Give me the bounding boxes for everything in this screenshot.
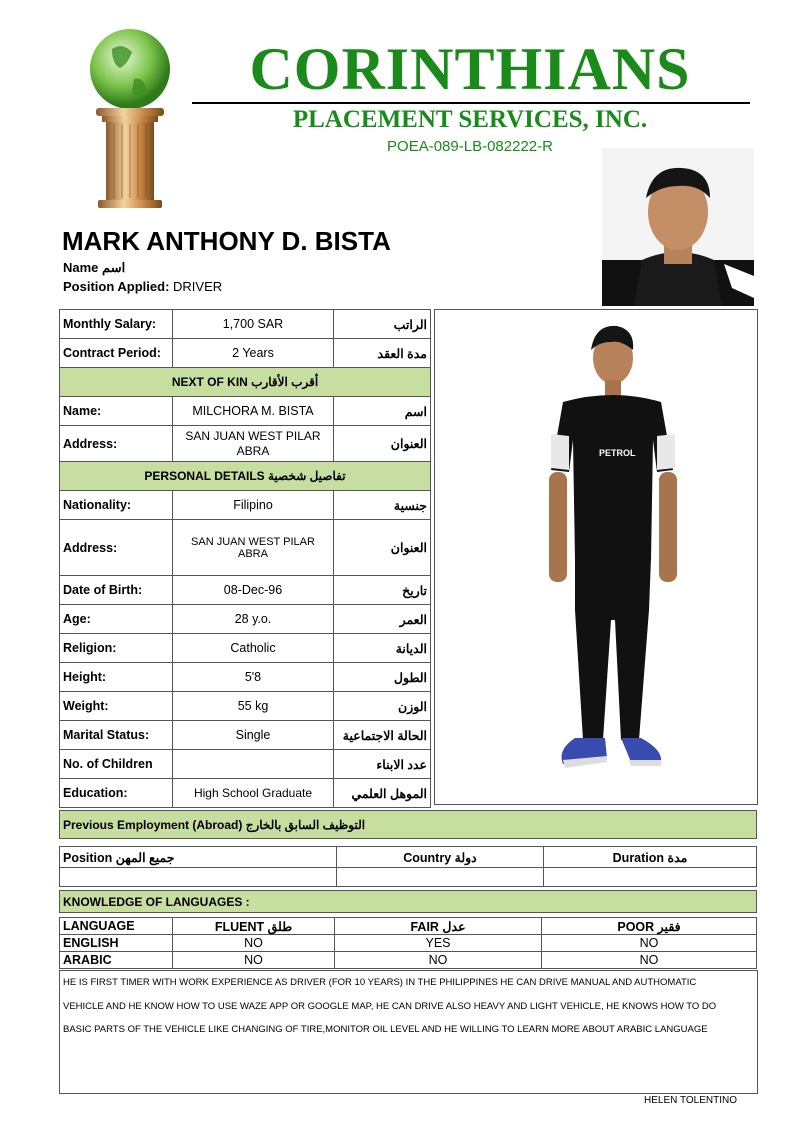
contract-label: Contract Period: [60, 339, 173, 368]
col-poor: POOR فقير [542, 918, 757, 935]
table-row [60, 692, 431, 721]
table-row [60, 491, 431, 520]
col-language: LANGUAGE [60, 918, 173, 935]
table-row [60, 605, 431, 634]
company-name: CORINTHIANS [249, 36, 691, 102]
name-label-row [63, 260, 125, 276]
table-row [60, 868, 757, 887]
applicant-name: MARK ANTHONY D. BISTA [62, 226, 391, 256]
next-of-kin-header: NEXT OF KIN أقرب الأقارب [60, 368, 431, 397]
name-label-arabic: اسم [102, 260, 126, 275]
language-fair: NO [335, 952, 542, 969]
table-row [60, 310, 431, 339]
age-arabic: العمر [334, 605, 431, 634]
details-table [59, 309, 431, 808]
religion-label: Religion: [60, 634, 173, 663]
personal-details-header: PERSONAL DETAILS تفاصيل شخصية [60, 462, 431, 491]
table-row [60, 520, 431, 576]
col-fair: FAIR عدل [335, 918, 542, 935]
dob-label: Date of Birth: [60, 576, 173, 605]
language-fluent: NO [173, 952, 335, 969]
table-row [60, 847, 757, 868]
nationality-value: Filipino [172, 491, 333, 520]
age-label: Age: [60, 605, 173, 634]
remarks-line: HE IS FIRST TIMER WITH WORK EXPERIENCE AS DRIVER (FOR 10 YEARS) IN THE PHILIPPINES HE CAN DRIVE MANUAL AND AUTHOMATIC [63, 977, 697, 988]
education-label: Education: [60, 779, 173, 808]
language-fair: YES [335, 935, 542, 952]
height-value: 5'8 [172, 663, 333, 692]
language-fluent: NO [173, 935, 335, 952]
table-row [60, 952, 757, 969]
language-poor: NO [542, 952, 757, 969]
weight-label: Weight: [60, 692, 173, 721]
kin-name-label: Name: [60, 397, 173, 426]
address-label: Address: [60, 520, 173, 576]
marital-label: Marital Status: [60, 721, 173, 750]
salary-label: Monthly Salary: [60, 310, 173, 339]
col-position: Position جميع المهن [60, 847, 337, 868]
language-name: ENGLISH [60, 935, 173, 952]
address-arabic: العنوان [334, 520, 431, 576]
table-row [60, 935, 757, 952]
headshot-photo [602, 148, 754, 306]
empty-cell [337, 868, 544, 887]
height-arabic: الطول [334, 663, 431, 692]
dob-arabic: تاريخ [334, 576, 431, 605]
previous-employment-header: Previous Employment (Abroad) التوظيف السابق بالخارج [59, 810, 757, 839]
remarks-line: BASIC PARTS OF THE VEHICLE LIKE CHANGING OF TIRE,MONITOR OIL LEVEL AND HE WILLING TO LEARN MORE ABOUT ARABIC LANGUAGE [63, 1024, 708, 1035]
weight-value: 55 kg [172, 692, 333, 721]
company-logo [82, 24, 178, 214]
religion-value: Catholic [172, 634, 333, 663]
table-row [60, 918, 757, 935]
position-label: Position Applied: [63, 279, 170, 294]
salary-value: 1,700 SAR [172, 310, 333, 339]
license-number: POEA-089-LB-082222-R [387, 138, 553, 155]
education-arabic: الموهل العلمي [334, 779, 431, 808]
languages-table [59, 917, 757, 969]
address-value: SAN JUAN WEST PILAR ABRA [172, 520, 333, 576]
salary-label-arabic: الراتب [334, 310, 431, 339]
full-body-photo [434, 309, 758, 805]
signature-name: HELEN TOLENTINO [644, 1095, 737, 1106]
col-duration: Duration مدة [544, 847, 757, 868]
marital-value: Single [172, 721, 333, 750]
position-row [63, 279, 222, 294]
col-country: Country دولة [337, 847, 544, 868]
remarks-box [59, 970, 758, 1094]
education-value: High School Graduate [172, 779, 333, 808]
col-fluent: FLUENT طلق [173, 918, 335, 935]
shirt-logo: PETROL [599, 448, 636, 458]
kin-name-value: MILCHORA M. BISTA [172, 397, 333, 426]
table-row [60, 339, 431, 368]
kin-address-arabic: العنوان [334, 426, 431, 462]
table-row [60, 576, 431, 605]
table-row [60, 779, 431, 808]
empty-cell [544, 868, 757, 887]
table-row [60, 721, 431, 750]
children-value [172, 750, 333, 779]
table-row [60, 426, 431, 462]
marital-arabic: الحالة الاجتماعية [334, 721, 431, 750]
children-arabic: عدد الابناء [334, 750, 431, 779]
table-row [60, 663, 431, 692]
weight-arabic: الوزن [334, 692, 431, 721]
header-divider [192, 102, 750, 104]
languages-header: KNOWLEDGE OF LANGUAGES : [59, 890, 757, 913]
contract-value: 2 Years [172, 339, 333, 368]
table-row [60, 750, 431, 779]
empty-cell [60, 868, 337, 887]
table-row [60, 397, 431, 426]
kin-address-label: Address: [60, 426, 173, 462]
remarks-line: VEHICLE AND HE KNOW HOW TO USE WAZE APP OR GOOGLE MAP, HE CAN DRIVE ALSO HEAVY AND LIGHT VEHICLE, HE KNOWS HOW TO DO [63, 1001, 717, 1012]
kin-name-arabic: اسم [334, 397, 431, 426]
position-value: DRIVER [173, 279, 223, 294]
name-label: Name [63, 260, 99, 275]
employment-table [59, 846, 757, 887]
nationality-label: Nationality: [60, 491, 173, 520]
children-label: No. of Children [60, 750, 173, 779]
height-label: Height: [60, 663, 173, 692]
dob-value: 08-Dec-96 [172, 576, 333, 605]
religion-arabic: الديانة [334, 634, 431, 663]
kin-address-value: SAN JUAN WEST PILAR ABRA [172, 426, 333, 462]
age-value: 28 y.o. [172, 605, 333, 634]
language-name: ARABIC [60, 952, 173, 969]
table-row [60, 634, 431, 663]
nationality-arabic: جنسية [334, 491, 431, 520]
company-subtitle: PLACEMENT SERVICES, INC. [292, 106, 648, 133]
contract-label-arabic: مدة العقد [334, 339, 431, 368]
language-poor: NO [542, 935, 757, 952]
